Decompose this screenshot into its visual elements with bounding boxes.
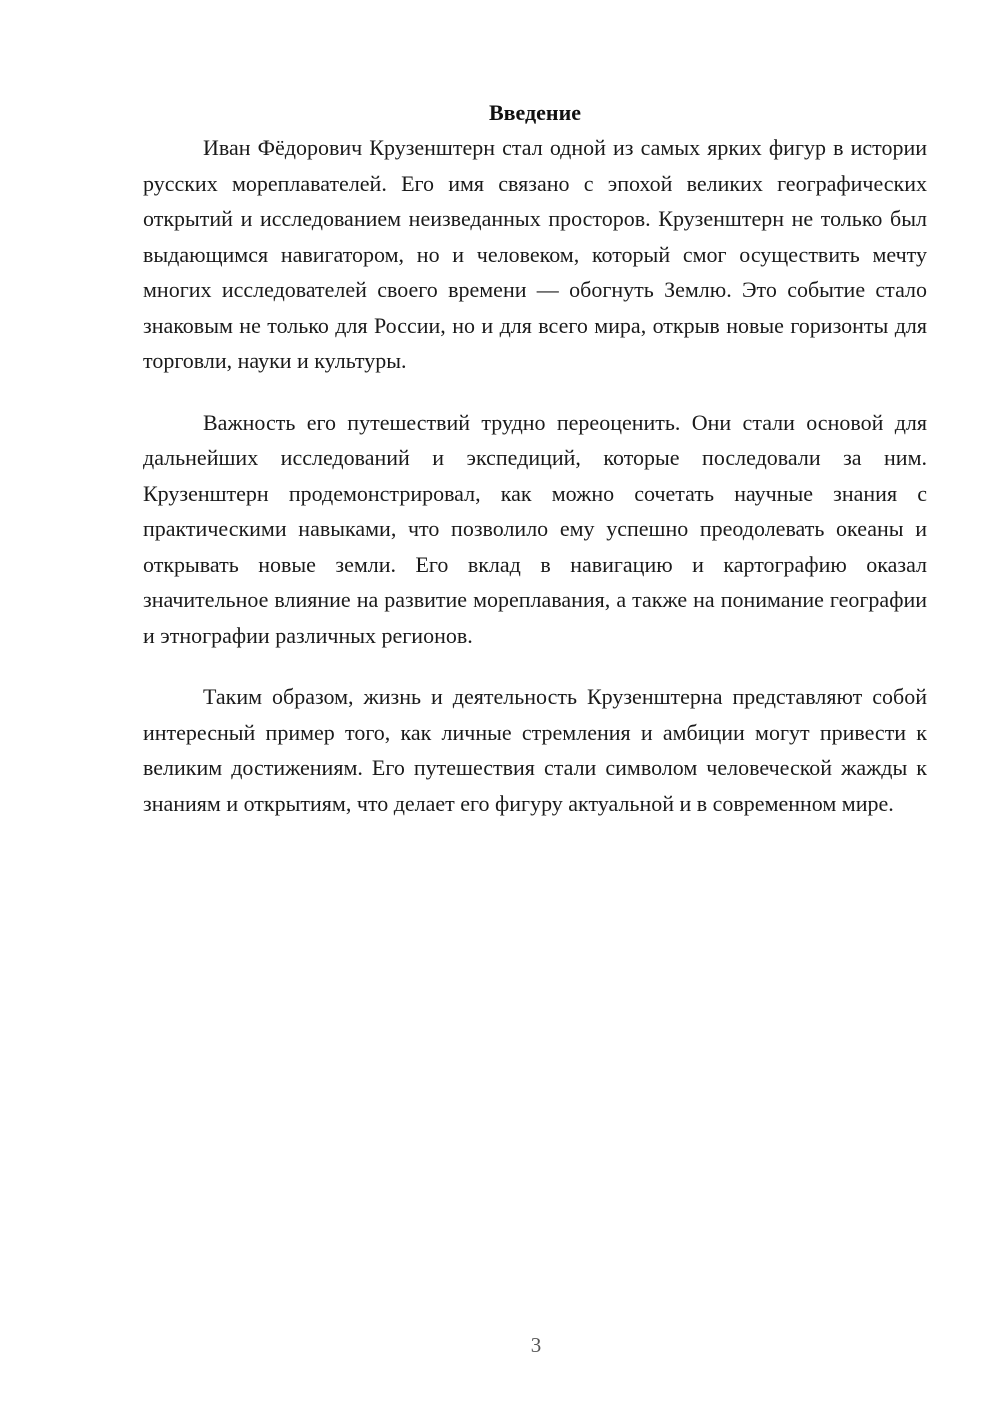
paragraph-1: Иван Фёдорович Крузенштерн стал одной из самых ярких фигур в истории русских мореплавателей. Его имя связано с эпохой великих географических открытий и исследованием неизведанных просторов. Крузенштерн не только был выдающимся навигатором, но и человеком, который смог осуществить мечту многих исследователей своего времени — обогнуть Землю. Это событие стало знаковым не только для России, но и для всего мира, открыв новые горизонты для торговли, науки и культуры. [143, 135, 927, 373]
page-number: 3 [530, 1333, 542, 1357]
paragraph-3: Таким образом, жизнь и деятельность Крузенштерна представляют собой интересный пример того, как личные стремления и амбиции могут привести к великим достижениям. Его путешествия стали символом человеческой жажды к знаниям и открытиям, что делает его фигуру актуальной и в современном мире. [143, 684, 927, 816]
page-content [143, 95, 927, 821]
paragraph-2: Важность его путешествий трудно переоценить. Они стали основой для дальнейших исследований и экспедиций, которые последовали за ним. Крузенштерн продемонстрировал, как можно сочетать научные знания с практическими навыками, что позволило ему успешно преодолевать океаны и открывать новые земли. Его вклад в навигацию и картографию оказал значительное влияние на развитие мореплавания, а также на понимание географии и этнографии различных регионов. [143, 409, 927, 648]
section-heading: Введение [488, 100, 582, 125]
